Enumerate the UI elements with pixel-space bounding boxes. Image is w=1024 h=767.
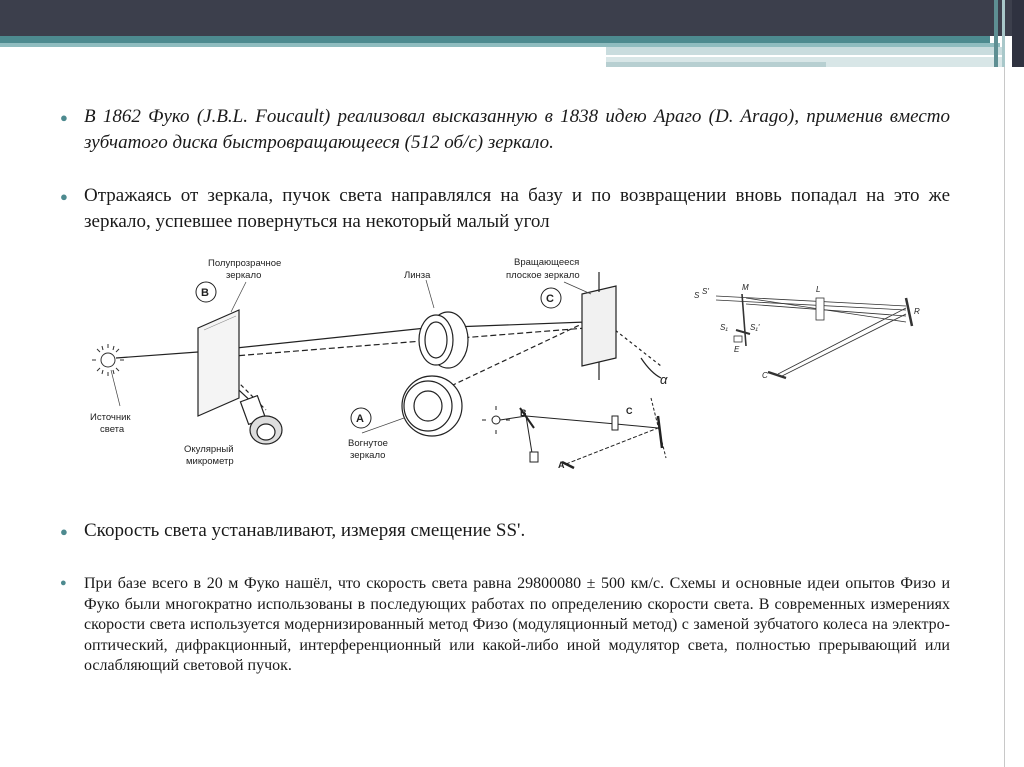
corner-strip-light	[1002, 0, 1005, 67]
paragraph-reflection: Отражаясь от зеркала, пучок света направлялся на базу и по возвращении вновь попадал на это же зеркало, успевшее повернуться на некоторый малый угол	[84, 185, 950, 232]
right-label-c: C	[762, 371, 768, 380]
header-accent-band-inner	[606, 62, 826, 67]
right-label-r: R	[914, 307, 920, 316]
mini-label-b: B	[520, 408, 527, 418]
bullet-icon: ●	[60, 110, 68, 125]
label-source-line2: света	[100, 424, 125, 435]
label-a: A	[356, 413, 364, 425]
mini-label-c: C	[626, 406, 633, 416]
light-source-icon	[92, 344, 124, 376]
right-label-s-prime: S'	[702, 287, 709, 296]
right-schematic	[716, 294, 912, 378]
bullet-icon: ●	[60, 524, 68, 539]
bullet-icon: ●	[60, 189, 68, 204]
label-c: C	[546, 293, 554, 305]
semi-transparent-mirror-icon	[198, 310, 239, 416]
label-source-line1: Источник	[90, 412, 131, 423]
concave-mirror-icon	[402, 376, 462, 436]
corner-strip-dark	[1012, 0, 1024, 67]
label-semi-mirror-line1: Полупрозрачное	[208, 258, 282, 269]
label-lens: Линза	[404, 270, 431, 281]
right-label-s1: S₁	[720, 323, 728, 332]
bullet-icon: ●	[60, 577, 67, 589]
title-bar-dark	[0, 0, 1024, 36]
label-rot-mirror-line1: Вращающееся	[514, 257, 580, 268]
label-rot-mirror-line2: плоское зеркало	[506, 270, 580, 281]
corner-strip-teal	[994, 0, 998, 67]
slide-right-border	[1004, 67, 1005, 767]
label-b: B	[201, 287, 209, 299]
mini-label-a: A	[558, 460, 565, 470]
lens-icon	[419, 312, 468, 368]
right-label-l: L	[816, 285, 821, 294]
right-label-s1-prime: S₁'	[750, 323, 760, 332]
paragraph-speed-measure: Скорость света устанавливают, измеряя смещение SS'.	[84, 520, 526, 541]
header-accent-band	[606, 47, 1002, 55]
label-alpha: α	[660, 372, 668, 387]
right-label-e: E	[734, 345, 740, 354]
foucault-apparatus-diagram	[86, 248, 962, 480]
eyepiece-micrometer-icon	[240, 396, 282, 444]
label-semi-mirror-line2: зеркало	[226, 270, 262, 281]
label-concave-line2: зеркало	[350, 450, 386, 461]
mini-schematic	[482, 398, 666, 468]
right-label-s: S	[694, 291, 700, 300]
label-concave-line1: Вогнутое	[348, 438, 388, 449]
paragraph-foucault-intro: В 1862 Фуко (J.B.L. Foucault) реализовал высказанную в 1838 идею Араго (D. Arago), применив вместо зубчатого диска быстровращающееся (512 об/с) зеркало.	[84, 106, 950, 153]
right-label-m: M	[742, 283, 749, 292]
label-eyepiece-line2: микрометр	[186, 456, 234, 467]
paragraph-results: При базе всего в 20 м Фуко нашёл, что скорость света равна 29800080 ± 500 км/с. Схемы и основные идеи опытов Физо и Фуко были многократно использованы в последующих работах по определению скорости света. В современных измерениях скорости света используется модернизированный метод Физо (модуляционный метод) с заменой зубчатого колеса на электро-оптический, дифракционный, интерференционный или какой-либо иной модулятор света, полностью прерывающий или ослабляющий световой пучок.	[84, 575, 950, 674]
rotating-mirror-icon	[582, 272, 616, 380]
title-bar-teal-stripe	[0, 36, 990, 43]
label-eyepiece-line1: Окулярный	[184, 444, 234, 455]
